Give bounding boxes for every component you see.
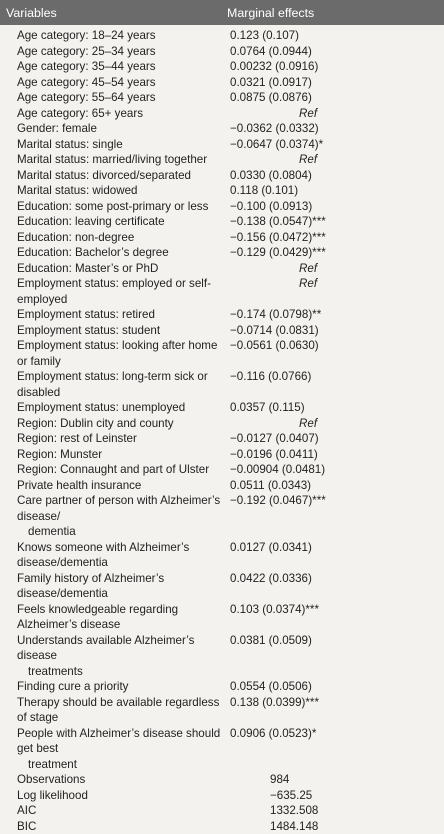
row-label <box>0 25 222 44</box>
marginal-effect-value: −0.00904 (0.0481) <box>230 463 325 476</box>
row-label-text: Finding cure a priority <box>17 680 128 693</box>
reference-category-value: Ref <box>230 262 317 275</box>
table-row <box>0 137 444 153</box>
table-row <box>0 261 444 277</box>
table-row <box>0 152 444 168</box>
row-label-text: Employment status: employed or self-employed <box>17 277 211 306</box>
row-value <box>222 90 444 106</box>
table-row <box>0 493 444 540</box>
row-label-text: Gender: female <box>17 122 97 135</box>
row-label-text: Therapy should be available regardless of stage <box>17 696 219 725</box>
table-row <box>0 323 444 339</box>
row-value <box>222 679 444 695</box>
table-row <box>0 338 444 369</box>
table-body <box>0 25 444 834</box>
row-label <box>0 695 222 726</box>
row-value <box>222 462 444 478</box>
row-label-text: Education: Bachelor’s degree <box>17 246 169 259</box>
marginal-effect-value: −0.138 (0.0547)*** <box>230 215 326 228</box>
row-label <box>0 152 222 168</box>
marginal-effect-value: 0.0422 (0.0336) <box>230 572 312 585</box>
table-row <box>0 416 444 432</box>
row-label-text: Education: some post-primary or less <box>17 200 208 213</box>
table-row <box>0 276 444 307</box>
marginal-effect-value: −0.0196 (0.0411) <box>230 448 318 461</box>
row-label-continuation: treatment <box>17 758 77 771</box>
table-row <box>0 462 444 478</box>
row-value <box>222 695 444 726</box>
row-label <box>0 602 222 633</box>
table-row <box>0 400 444 416</box>
table-row <box>0 478 444 494</box>
row-label-text: Marital status: widowed <box>17 184 138 197</box>
row-label <box>0 338 222 369</box>
row-label <box>0 307 222 323</box>
table-row <box>0 214 444 230</box>
header-marginal-effects: Marginal effects <box>222 0 444 25</box>
row-label <box>0 106 222 122</box>
row-value <box>222 199 444 215</box>
row-label-text: BIC <box>17 820 36 833</box>
row-label <box>0 803 222 819</box>
table-row <box>0 106 444 122</box>
row-value <box>222 214 444 230</box>
row-label <box>0 726 222 773</box>
row-label <box>0 75 222 91</box>
row-label-text: Age category: 65+ years <box>17 107 143 120</box>
marginal-effect-value: −0.0561 (0.0630) <box>230 339 319 352</box>
row-label-text: Education: Master’s or PhD <box>17 262 158 275</box>
row-value <box>222 338 444 369</box>
row-label <box>0 447 222 463</box>
row-value <box>222 571 444 602</box>
row-label-continuation: dementia <box>17 525 76 538</box>
table-row <box>0 168 444 184</box>
table-row <box>0 75 444 91</box>
table-row <box>0 369 444 400</box>
table-row <box>0 59 444 75</box>
row-label-text: Age category: 18–24 years <box>17 29 156 42</box>
row-label <box>0 400 222 416</box>
marginal-effect-value: 1484.148 <box>230 820 318 833</box>
marginal-effect-value: −0.156 (0.0472)*** <box>230 231 326 244</box>
row-value <box>222 261 444 277</box>
row-label-text: Region: Connaught and part of Ulster <box>17 463 209 476</box>
table-row <box>0 803 444 819</box>
marginal-effect-value: 0.123 (0.107) <box>230 29 299 42</box>
marginal-effect-value: −0.174 (0.0798)** <box>230 308 321 321</box>
marginal-effect-value: 0.103 (0.0374)*** <box>230 603 319 616</box>
marginal-effect-value: 1332.508 <box>230 804 318 817</box>
reference-category-value: Ref <box>230 417 317 430</box>
row-label-text: Employment status: unemployed <box>17 401 185 414</box>
marginal-effect-value: 0.0321 (0.0917) <box>230 76 312 89</box>
table-row <box>0 447 444 463</box>
row-label <box>0 230 222 246</box>
table-row <box>0 540 444 571</box>
row-value <box>222 493 444 540</box>
row-label-text: Region: Dublin city and county <box>17 417 174 430</box>
row-label-text: Marital status: married/living together <box>17 153 207 166</box>
row-label <box>0 788 222 804</box>
row-value <box>222 168 444 184</box>
row-value <box>222 772 444 788</box>
row-value <box>222 276 444 307</box>
row-label-continuation: treatments <box>17 665 83 678</box>
row-label-text: Region: Munster <box>17 448 102 461</box>
row-value <box>222 152 444 168</box>
table-row <box>0 571 444 602</box>
marginal-effect-value: −0.0647 (0.0374)* <box>230 138 323 151</box>
row-value <box>222 400 444 416</box>
row-value <box>222 369 444 400</box>
marginal-effect-value: 0.00232 (0.0916) <box>230 60 318 73</box>
table-row <box>0 44 444 60</box>
row-label <box>0 44 222 60</box>
row-value <box>222 121 444 137</box>
row-label <box>0 214 222 230</box>
marginal-effect-value: 0.118 (0.101) <box>230 184 298 197</box>
marginal-effect-value: −0.192 (0.0467)*** <box>230 494 326 507</box>
row-label <box>0 633 222 680</box>
table-row <box>0 726 444 773</box>
row-value <box>222 307 444 323</box>
row-label <box>0 540 222 571</box>
row-value <box>222 819 444 834</box>
row-label <box>0 168 222 184</box>
row-label-text: Care partner of person with Alzheimer’s disease/ <box>17 494 220 523</box>
table-row <box>0 772 444 788</box>
row-label-text: Knows someone with Alzheimer’s disease/dementia <box>17 541 189 570</box>
reference-category-value: Ref <box>230 153 317 166</box>
row-value <box>222 431 444 447</box>
row-label-text: Employment status: student <box>17 324 160 337</box>
marginal-effect-value: 0.0906 (0.0523)* <box>230 727 316 740</box>
marginal-effect-value: −0.129 (0.0429)*** <box>230 246 326 259</box>
row-label-text: Employment status: looking after home or family <box>17 339 217 368</box>
marginal-effect-value: 0.138 (0.0399)*** <box>230 696 319 709</box>
row-value <box>222 183 444 199</box>
table-row <box>0 819 444 834</box>
table-row <box>0 183 444 199</box>
row-label-text: Marital status: divorced/separated <box>17 169 191 182</box>
marginal-effect-value: −0.0127 (0.0407) <box>230 432 319 445</box>
marginal-effect-value: 0.0357 (0.115) <box>230 401 305 414</box>
row-label-text: Age category: 55–64 years <box>17 91 156 104</box>
row-label-text: Feels knowledgeable regarding Alzheimer’s disease <box>17 603 178 632</box>
row-label <box>0 679 222 695</box>
row-label-text: Log likelihood <box>17 789 88 802</box>
row-label <box>0 276 222 307</box>
row-label <box>0 431 222 447</box>
table-row <box>0 25 444 44</box>
row-label <box>0 462 222 478</box>
row-value <box>222 602 444 633</box>
marginal-effect-value: 0.0554 (0.0506) <box>230 680 312 693</box>
table-row <box>0 633 444 680</box>
table-row <box>0 431 444 447</box>
row-value <box>222 416 444 432</box>
row-label-text: Marital status: single <box>17 138 123 151</box>
row-value <box>222 25 444 44</box>
row-label <box>0 416 222 432</box>
marginal-effect-value: 0.0381 (0.0509) <box>230 634 312 647</box>
table-row <box>0 602 444 633</box>
table-row <box>0 695 444 726</box>
row-label <box>0 323 222 339</box>
row-label-text: Private health insurance <box>17 479 141 492</box>
row-label-text: Employment status: retired <box>17 308 155 321</box>
row-value <box>222 137 444 153</box>
marginal-effect-value: −635.25 <box>230 789 312 802</box>
marginal-effect-value: 0.0764 (0.0944) <box>230 45 312 58</box>
row-label-text: Age category: 45–54 years <box>17 76 156 89</box>
row-value <box>222 540 444 571</box>
marginal-effect-value: 0.0330 (0.0804) <box>230 169 312 182</box>
row-label-text: Family history of Alzheimer’s disease/dementia <box>17 572 164 601</box>
row-value <box>222 75 444 91</box>
row-label <box>0 493 222 540</box>
reference-category-value: Ref <box>230 107 317 120</box>
row-label-text: Age category: 35–44 years <box>17 60 156 73</box>
row-value <box>222 44 444 60</box>
marginal-effect-value: −0.100 (0.0913) <box>230 200 312 213</box>
row-value <box>222 323 444 339</box>
row-label <box>0 261 222 277</box>
row-label-text: People with Alzheimer’s disease should get best <box>17 727 220 756</box>
row-label <box>0 478 222 494</box>
row-label <box>0 245 222 261</box>
table-row <box>0 788 444 804</box>
row-value <box>222 633 444 680</box>
row-label-text: AIC <box>17 804 36 817</box>
row-label <box>0 819 222 834</box>
row-label-text: Education: non-degree <box>17 231 134 244</box>
row-label <box>0 121 222 137</box>
table-row <box>0 230 444 246</box>
row-value <box>222 106 444 122</box>
table-row <box>0 307 444 323</box>
row-value <box>222 478 444 494</box>
row-label-text: Education: leaving certificate <box>17 215 165 228</box>
row-label-text: Observations <box>17 773 85 786</box>
row-label <box>0 772 222 788</box>
marginal-effect-value: 0.0127 (0.0341) <box>230 541 312 554</box>
table-row <box>0 90 444 106</box>
table-row <box>0 679 444 695</box>
marginal-effect-value: 984 <box>230 773 289 786</box>
row-label <box>0 369 222 400</box>
table-row <box>0 121 444 137</box>
table-row <box>0 199 444 215</box>
row-label-text: Region: rest of Leinster <box>17 432 137 445</box>
row-value <box>222 803 444 819</box>
row-value <box>222 59 444 75</box>
row-value <box>222 726 444 773</box>
marginal-effect-value: 0.0511 (0.0343) <box>230 479 311 492</box>
row-label-text: Understands available Alzheimer’s disease <box>17 634 194 663</box>
row-value <box>222 447 444 463</box>
reference-category-value: Ref <box>230 277 317 290</box>
row-label <box>0 183 222 199</box>
row-value <box>222 245 444 261</box>
table-row <box>0 245 444 261</box>
marginal-effect-value: 0.0875 (0.0876) <box>230 91 312 104</box>
row-label <box>0 90 222 106</box>
marginal-effect-value: −0.116 (0.0766) <box>230 370 311 383</box>
row-label-text: Employment status: long-term sick or disabled <box>17 370 208 399</box>
row-label-text: Age category: 25–34 years <box>17 45 156 58</box>
row-value <box>222 230 444 246</box>
header-variables: Variables <box>0 0 222 25</box>
marginal-effect-value: −0.0714 (0.0831) <box>230 324 319 337</box>
marginal-effect-value: −0.0362 (0.0332) <box>230 122 319 135</box>
table-header-row <box>0 0 444 25</box>
row-label <box>0 59 222 75</box>
row-value <box>222 788 444 804</box>
row-label <box>0 199 222 215</box>
row-label <box>0 137 222 153</box>
row-label <box>0 571 222 602</box>
